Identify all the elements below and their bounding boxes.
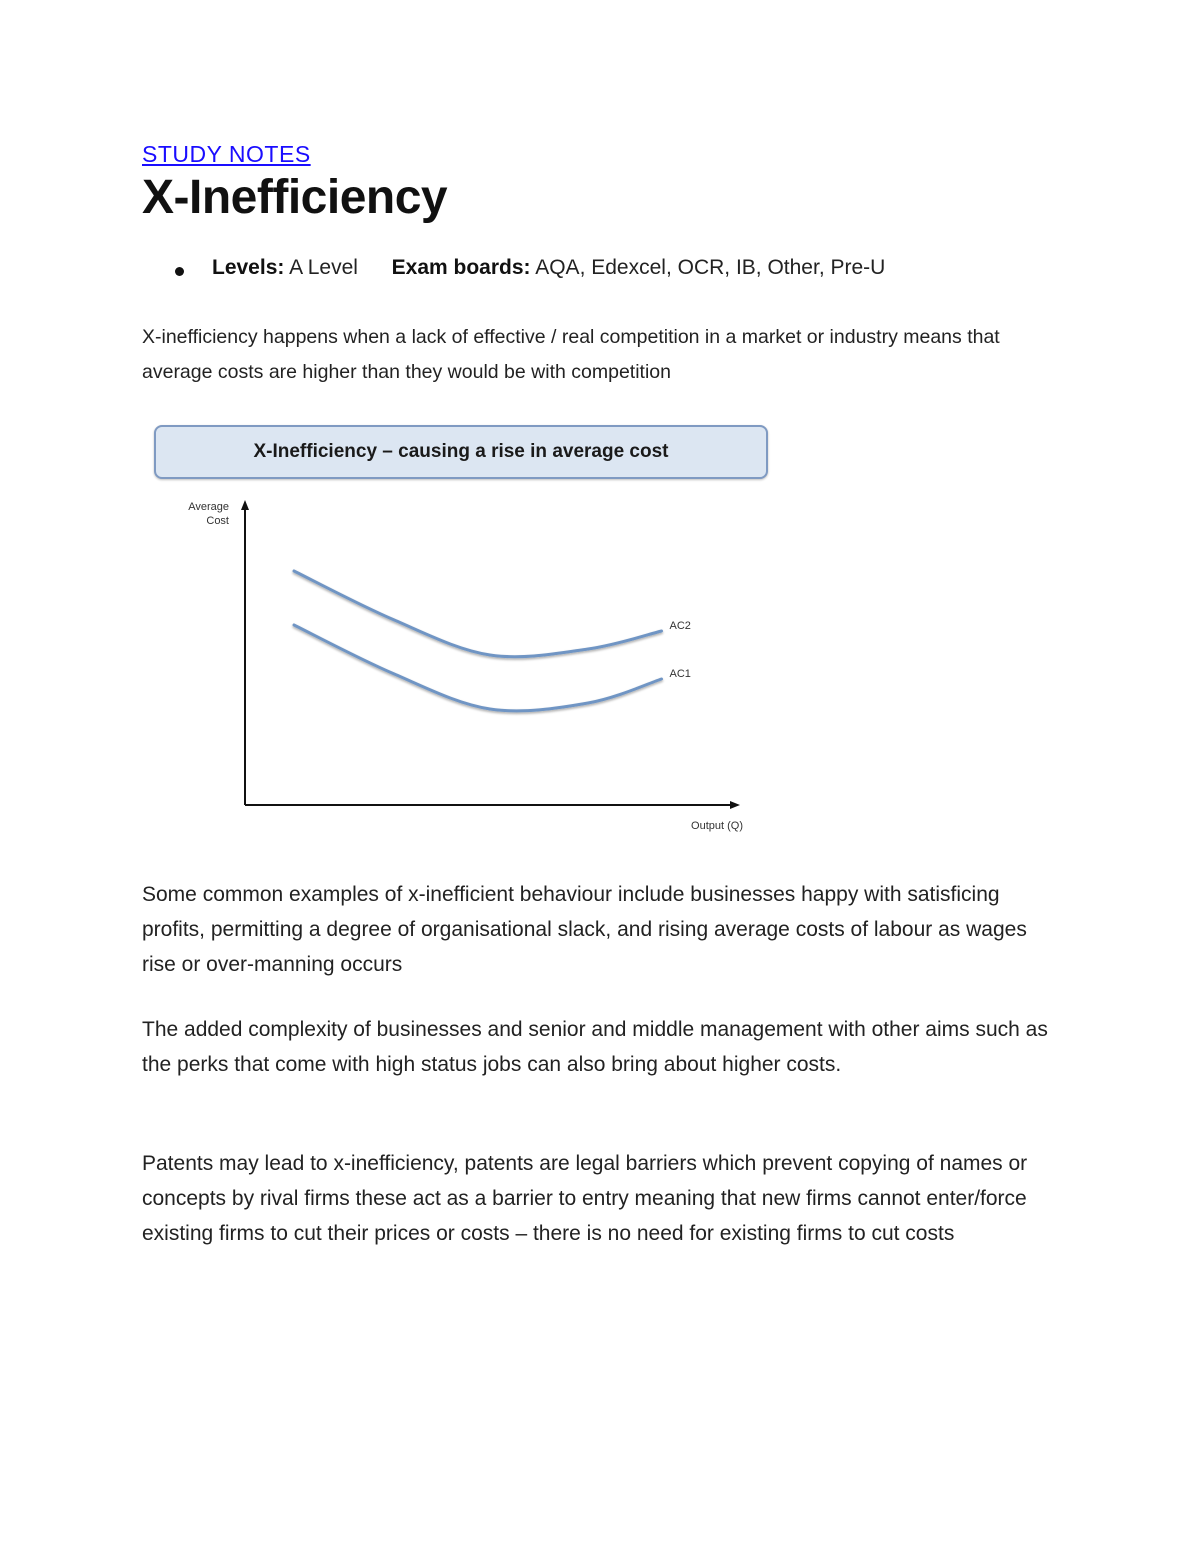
y-axis-label-line1: Average xyxy=(188,501,229,513)
chart-title: X-Inefficiency – causing a rise in average cost xyxy=(253,441,669,462)
x-axis-label: Output (Q) xyxy=(691,820,743,832)
examples-paragraph: Some common examples of x-inefficient behaviour include businesses happy with satisficing profits, permitting a degree of organisational slack, and rising average costs of labour as wages rise or over-manning occurs xyxy=(142,883,1027,976)
exam-boards-value: AQA, Edexcel, OCR, IB, Other, Pre-U xyxy=(535,256,886,279)
curve-ac1 xyxy=(294,625,662,711)
intro-paragraph: X-inefficiency happens when a lack of effective / real competition in a market or industry means that average costs are higher than they would be with competition xyxy=(142,326,1000,383)
y-axis-label-line2: Cost xyxy=(206,515,229,527)
levels-label: Levels: xyxy=(212,256,285,279)
levels-value: A Level xyxy=(289,256,358,279)
series-label-ac2: AC2 xyxy=(669,620,691,632)
cost-chart xyxy=(0,0,800,850)
exam-boards-label: Exam boards: xyxy=(391,256,531,279)
page-title: X-Inefficiency xyxy=(142,171,448,224)
complexity-paragraph: The added complexity of businesses and senior and middle management with other aims such as the perks that come with high status jobs can also bring about higher costs. xyxy=(142,1018,1048,1076)
patents-paragraph: Patents may lead to x-inefficiency, patents are legal barriers which prevent copying of names or concepts by rival firms these act as a barrier to entry meaning that new firms cannot enter/force existing firms to cut their prices or costs – there is no need for existing firms to cut costs xyxy=(142,1152,1028,1245)
y-axis-arrow-icon xyxy=(241,500,249,510)
series-label-ac1: AC1 xyxy=(669,668,691,680)
study-notes-link[interactable]: STUDY NOTES xyxy=(142,141,311,167)
x-axis-arrow-icon xyxy=(730,801,740,809)
curve-ac2 xyxy=(294,571,662,657)
